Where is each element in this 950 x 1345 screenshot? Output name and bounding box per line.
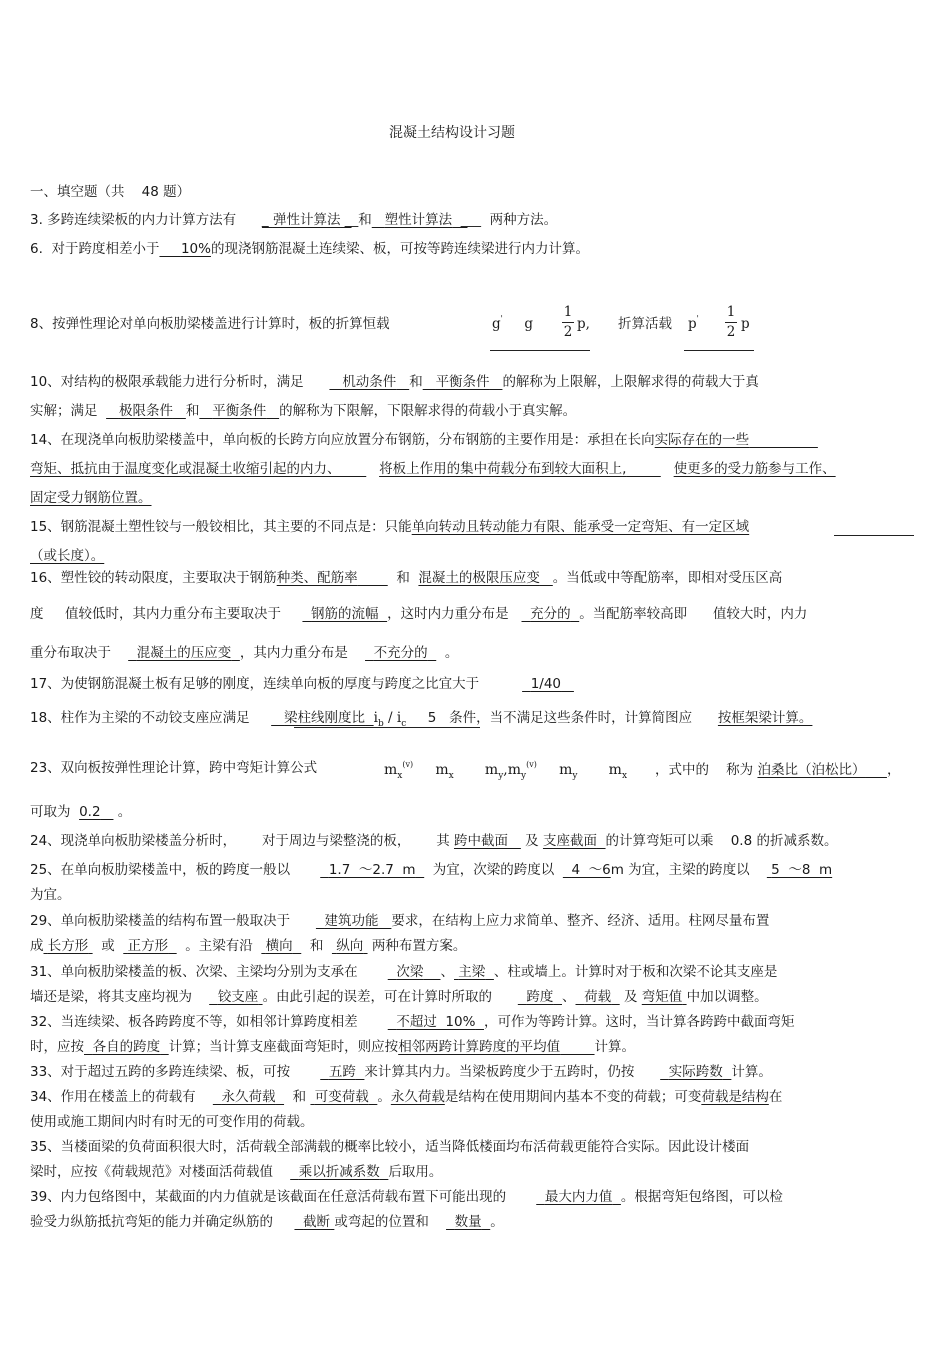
- question-35-line-2: 梁时，应按《荷载规范》对楼面活荷载值 乘以折减系数 后取用。: [30, 1164, 443, 1180]
- formula-live-load-p: p: [741, 316, 750, 332]
- formula-live-load: p': [688, 314, 699, 332]
- answer-underline: [834, 535, 914, 536]
- section-heading: 一、填空题（共 48 题）: [30, 184, 191, 200]
- question-14-line-3: 固定受力钢筋位置。: [30, 490, 152, 506]
- question-31-line-2: 墙还是梁，将其支座均视为 铰支座 。由此引起的误差，可在计算时所取的 跨度 、 荷载 及 弯矩值 中加以调整。: [30, 989, 768, 1005]
- fraction-numerator: 1: [726, 304, 736, 320]
- question-8: 8、按弹性理论对单向板肋梁楼盖进行计算时，板的折算恒载: [30, 316, 390, 332]
- question-25-line-2: 为宜。: [30, 887, 71, 903]
- fraction-denominator: 2: [726, 324, 736, 340]
- question-3: 3. 多跨连续梁板的内力计算方法有 _ 弹性计算法 __和 塑性计算法 ___ 两种方法。: [30, 212, 558, 228]
- page-title: 混凝土结构设计习题: [389, 125, 515, 141]
- fraction-denominator: 2: [563, 324, 573, 340]
- question-31-line-1: 31、单向板肋梁楼盖的板、次梁、主梁均分别为支承在 次梁 、 主梁 、柱或墙上。计算时对于板和次梁不论其支座是: [30, 964, 778, 980]
- question-25: 25、在单向板肋梁楼盖中，板的跨度一般以 1.7 ～2.7 m 为宜，次梁的跨度以 4 ～6m 为宜，主梁的跨度以 5 ～8 m: [30, 862, 833, 878]
- fraction-bar: [725, 322, 737, 323]
- question-32-line-2: 时，应按 各自的跨度 计算；当计算支座截面弯矩时，则应按相邻两跨计算跨度的平均值 计算。: [30, 1039, 636, 1055]
- question-29-line-1: 29、单向板肋梁楼盖的结构布置一般取决于 建筑功能 要求，在结构上应力求简单、整齐、经济、适用。柱网尽量布置: [30, 913, 770, 929]
- question-23-line-2: 可取为 0.2 。: [30, 804, 132, 820]
- question-33: 33、对于超过五跨的多跨连续梁、板，可按 五跨 来计算其内力。当梁板跨度少于五跨时，仍按 实际跨数 计算。: [30, 1064, 772, 1080]
- question-23-tail: ，式中的 称为 泊桑比（泊松比） ，: [655, 762, 901, 778]
- live-load-label: 折算活载: [618, 316, 672, 332]
- question-34-line-2: 使用或施工期间内时有时无的可变作用的荷载。: [30, 1114, 314, 1130]
- answer-underline: [294, 727, 480, 728]
- fraction-numerator: 1: [563, 304, 573, 320]
- question-32-line-1: 32、当连续梁、板各跨跨度不等，如相邻计算跨度相差 不超过 10% ，可作为等跨计算。这时，当计算各跨跨中截面弯矩: [30, 1014, 795, 1030]
- formula-moment: $m_x^{(v)}$ $m_x$ $m_y,m_y^{(v)}$ $m_y$ $m_x$: [384, 760, 628, 781]
- question-10-line-2: 实解；满足 极限条件 和 平衡条件 的解称为下限解，下限解求得的荷载小于真实解。: [30, 403, 577, 419]
- question-16-line-3: 重分布取决于 混凝土的压应变 ，其内力重分布是 不充分的 。: [30, 645, 459, 661]
- formula-dead-load-p: p,: [577, 316, 590, 332]
- formula-dead-load: g' g: [492, 314, 533, 332]
- question-18: 18、柱作为主梁的不动铰支座应满足 梁柱线刚度比 $i_b / i_c$ 5 条件，当不满足这些条件时，计算简图应 按框架梁计算。: [30, 710, 813, 729]
- question-29-line-2: 成 长方形 或 正方形 。主梁有沿 横向 和 纵向 两种布置方案。: [30, 938, 467, 954]
- question-35-line-1: 35、当楼面梁的负荷面积很大时，活荷载全部满载的概率比较小，适当降低楼面均布活荷载更能符合实际。因此设计楼面: [30, 1139, 750, 1155]
- question-16-line-2: 度 值较低时，其内力重分布主要取决于 钢筋的流幅 ，这时内力重分布是 充分的 。当配筋率较高即 值较大时，内力: [30, 606, 808, 622]
- answer-underline: [684, 350, 754, 351]
- question-14-line-1: 14、在现浇单向板肋梁楼盖中，单向板的长跨方向应放置分布钢筋，分布钢筋的主要作用是：承担在长向实际存在的一些: [30, 432, 750, 448]
- question-34-line-1: 34、作用在楼盖上的荷载有 永久荷载 和 可变荷载 。永久荷载是结构在使用期间内基本不变的荷载；可变荷载是结构在: [30, 1089, 783, 1105]
- question-6: 6. 对于跨度相差小于 10%的现浇钢筋混凝土连续梁、板，可按等跨连续梁进行内力计算。: [30, 241, 589, 257]
- question-15-line-1: 15、钢筋混凝土塑性铰与一般铰相比，其主要的不同点是：只能单向转动且转动能力有限、能承受一定弯矩、有一定区域: [30, 519, 750, 535]
- question-16-line-1: 16、塑性铰的转动限度，主要取决于钢筋种类、配筋率 和 混凝土的极限压应变 。当低或中等配筋率，即相对受压区高: [30, 570, 783, 586]
- question-14-line-2: 弯矩、抵抗由于温度变化或混凝土收缩引起的内力、 将板上作用的集中荷载分布到较大面积上, 使更多的受力筋参与工作、: [30, 461, 836, 477]
- question-15-line-2: （或长度）。: [30, 548, 105, 564]
- question-24: 24、现浇单向板肋梁楼盖分析时， 对于周边与梁整浇的板， 其 跨中截面 及 支座截面 的计算弯矩可以乘 0.8 的折减系数。: [30, 833, 838, 849]
- question-39-line-1: 39、内力包络图中，某截面的内力值就是该截面在任意活荷载布置下可能出现的 最大内力值 。根据弯矩包络图，可以检: [30, 1189, 783, 1205]
- question-10-line-1: 10、对结构的极限承载能力进行分析时，满足 机动条件 和 平衡条件 的解称为上限解，上限解求得的荷载大于真: [30, 374, 759, 390]
- question-23: 23、双向板按弹性理论计算，跨中弯矩计算公式: [30, 760, 318, 776]
- question-39-line-2: 验受力纵筋抵抗弯矩的能力并确定纵筋的 截断 或弯起的位置和 数量 。: [30, 1214, 504, 1230]
- answer-underline: [490, 350, 590, 351]
- fraction-bar: [562, 322, 574, 323]
- question-17: 17、为使钢筋混凝土板有足够的刚度，连续单向板的厚度与跨度之比宜大于 1/40: [30, 676, 562, 692]
